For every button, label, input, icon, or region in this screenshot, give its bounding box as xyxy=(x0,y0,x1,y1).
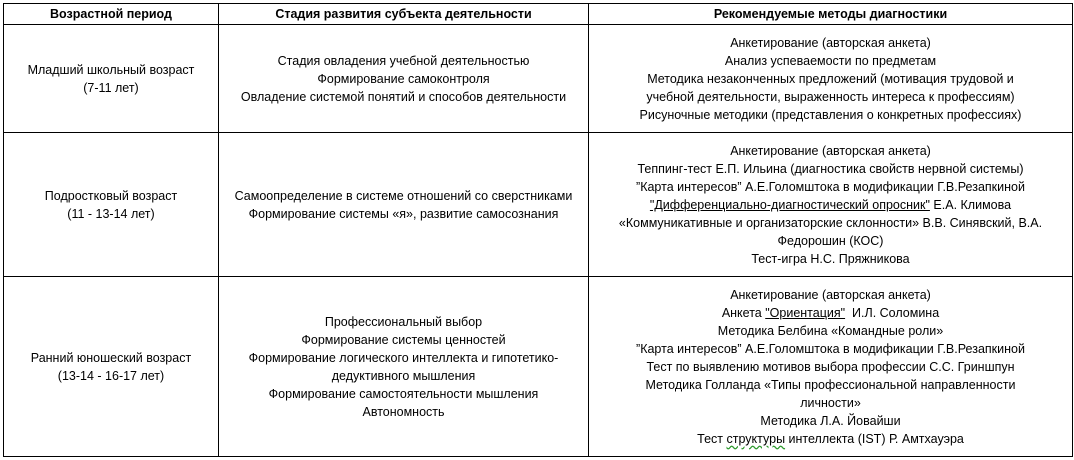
age-period-name: Младший школьный возраст xyxy=(27,62,195,77)
stage-item: Формирование системы ценностей xyxy=(301,332,506,347)
stage-item: Формирование самоконтроля xyxy=(317,71,490,86)
method-item: Теппинг-тест Е.П. Ильина (диагностика свойств нервной системы) xyxy=(637,161,1024,176)
method-item: Методика незаконченных предложений (мотивация трудовой и xyxy=(647,71,1014,86)
table-row xyxy=(4,277,1073,457)
method-item: Анкетирование (авторская анкета) xyxy=(730,287,931,302)
stage-item: Овладение системой понятий и способов деятельности xyxy=(240,89,567,104)
method-item: ”Карта интересов” А.Е.Голомштока в модификации Г.В.Резапкиной xyxy=(636,179,1025,194)
method-item: Тест по выявлению мотивов выбора профессии С.С. Гриншпун xyxy=(646,359,1015,374)
spellcheck-word: структуры xyxy=(726,431,786,446)
method-item: Тест-игра Н.С. Пряжникова xyxy=(751,251,910,266)
age-period-cell xyxy=(4,25,219,133)
age-period-cell xyxy=(4,277,219,457)
table-row xyxy=(4,25,1073,133)
orientation-link[interactable]: "Ориентация" xyxy=(765,305,846,320)
table-row xyxy=(4,133,1073,277)
methods-cell xyxy=(589,25,1073,133)
method-author: интеллекта (IST) Р. Амтхауэра xyxy=(788,431,964,446)
method-prefix: Тест xyxy=(697,431,724,446)
header-diagnostic-methods: Рекомендуемые методы диагностики xyxy=(589,4,1073,25)
stage-item: Формирование логического интеллекта и гипотетико- xyxy=(248,350,559,365)
method-item: Рисуночные методики (представления о конкретных профессиях) xyxy=(639,107,1022,122)
method-item: Анкетирование (авторская анкета) xyxy=(730,143,931,158)
method-item xyxy=(591,196,1070,214)
method-item: Анализ успеваемости по предметам xyxy=(724,53,937,68)
method-item: Методика Белбина «Командные роли» xyxy=(717,323,944,338)
method-item: личности» xyxy=(800,395,861,410)
stage-cell xyxy=(219,25,589,133)
age-period-range: (13-14 - 16-17 лет) xyxy=(57,368,165,383)
method-item xyxy=(591,304,1070,322)
methods-table xyxy=(3,3,1073,457)
method-prefix: Анкета xyxy=(721,305,762,320)
stage-item: Профессиональный выбор xyxy=(324,314,483,329)
method-item: Методика Голланда «Типы профессиональной направленности xyxy=(645,377,1016,392)
method-item: Анкетирование (авторская анкета) xyxy=(730,35,931,50)
stage-item: Формирование самостоятельности мышления xyxy=(268,386,539,401)
stage-cell xyxy=(219,277,589,457)
method-author: E.A. Климова xyxy=(933,197,1012,212)
method-item: учебной деятельности, выраженность интереса к профессиям) xyxy=(646,89,1015,104)
age-period-cell xyxy=(4,133,219,277)
stage-item: Стадия овладения учебной деятельностью xyxy=(277,53,530,68)
stage-item: дедуктивного мышления xyxy=(331,368,476,383)
methods-cell xyxy=(589,277,1073,457)
method-item: «Коммуникативные и организаторские склонности» В.В. Синявский, В.А. xyxy=(618,215,1043,230)
age-period-range: (11 - 13-14 лет) xyxy=(67,206,155,221)
stage-item: Формирование системы «я», развитие самосознания xyxy=(248,206,559,221)
age-period-name: Ранний юношеский возраст xyxy=(30,350,192,365)
questionnaire-link[interactable]: "Дифференциально-диагностический опросник" xyxy=(649,197,930,212)
method-item xyxy=(591,430,1070,448)
header-development-stage: Стадия развития субъекта деятельности xyxy=(219,4,589,25)
header-age-period: Возрастной период xyxy=(4,4,219,25)
stage-item: Автономность xyxy=(362,404,445,419)
method-author: И.Л. Соломина xyxy=(852,305,940,320)
stage-item: Самоопределение в системе отношений со сверстниками xyxy=(234,188,573,203)
method-item: ”Карта интересов” А.Е.Голомштока в модификации Г.В.Резапкиной xyxy=(636,341,1025,356)
age-period-name: Подростковый возраст xyxy=(44,188,178,203)
method-item: Методика Л.А. Йовайши xyxy=(760,413,901,428)
methods-cell xyxy=(589,133,1073,277)
method-item: Федорошин (КОС) xyxy=(777,233,884,248)
header-row xyxy=(4,4,1073,25)
stage-cell xyxy=(219,133,589,277)
age-period-range: (7-11 лет) xyxy=(83,80,139,95)
